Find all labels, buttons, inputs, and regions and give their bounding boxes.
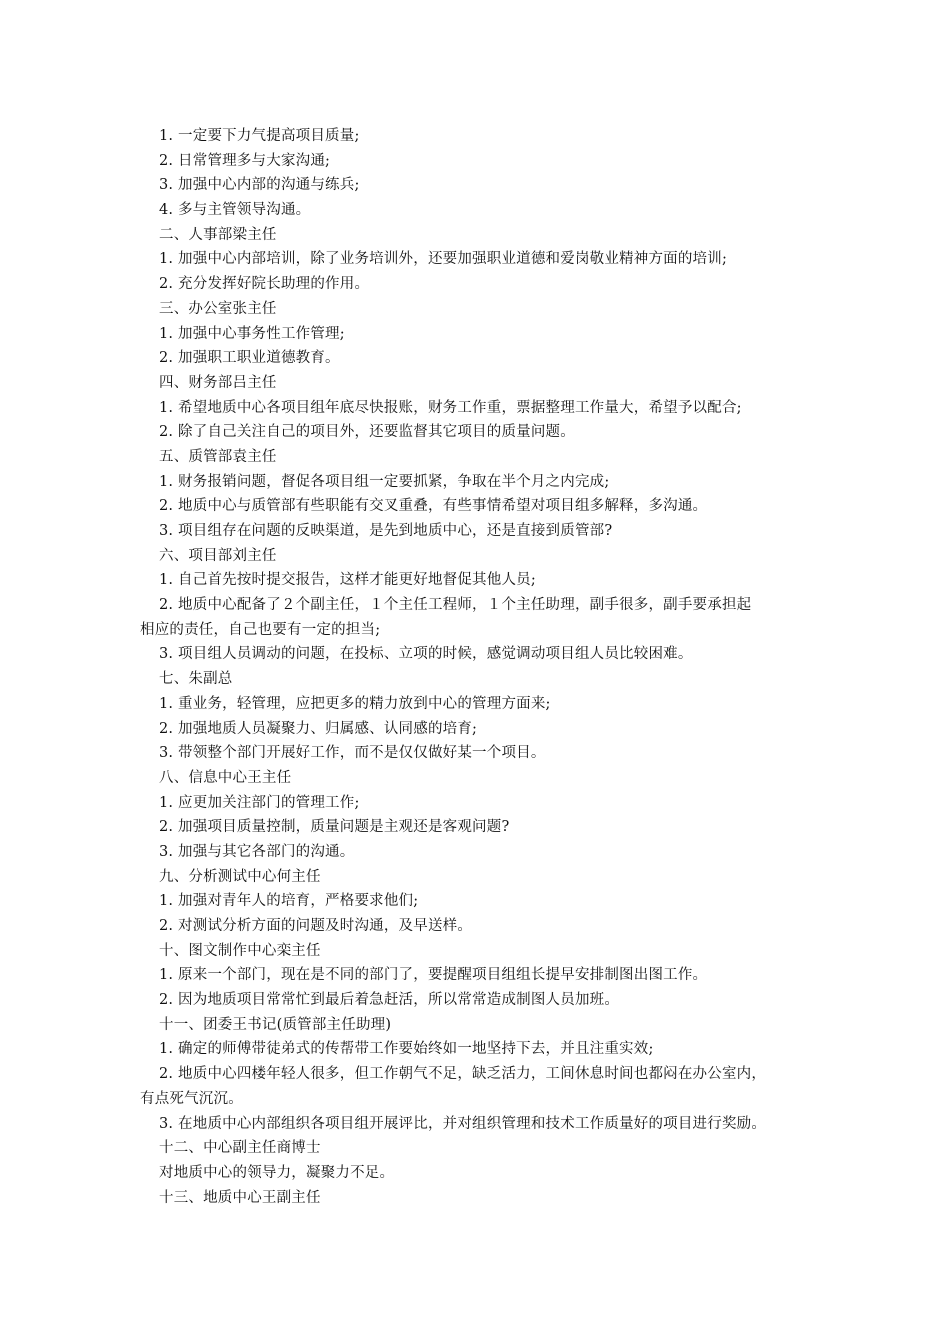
list-item: 1. 确定的师傅带徒弟式的传帮带工作要始终如一地坚持下去，并且注重实效; <box>159 1041 654 1058</box>
list-item: 2. 因为地质项目常常忙到最后着急赶活，所以常常造成制图人员加班。 <box>159 992 620 1009</box>
list-item: 1. 加强中心内部培训，除了业务培训外，还要加强职业道德和爱岗敬业精神方面的培训; <box>159 251 728 268</box>
list-item: 2. 充分发挥好院长助理的作用。 <box>159 276 370 293</box>
list-item-continuation: 相应的责任，自己也要有一定的担当; <box>140 621 381 638</box>
list-item: 3. 加强与其它各部门的沟通。 <box>159 843 355 860</box>
section-heading: 十三、地质中心王副主任 <box>159 1189 321 1206</box>
list-item: 2. 加强地质人员凝聚力、归属感、认同感的培育; <box>159 720 478 737</box>
section-heading: 九、分析测试中心何主任 <box>159 868 321 885</box>
document-body <box>140 124 830 1210</box>
list-item: 2. 地质中心配备了２个副主任，１个主任工程师，１个主任助理，副手很多，副手要承担起 <box>159 597 752 614</box>
list-item: 3. 带领整个部门开展好工作，而不是仅仅做好某一个项目。 <box>159 745 546 762</box>
section-heading: 六、项目部刘主任 <box>159 547 277 564</box>
list-item: 1. 加强对青年人的培育，严格要求他们; <box>159 893 419 910</box>
list-item-continuation: 有点死气沉沉。 <box>140 1090 243 1107</box>
section-heading: 十二、中心副主任商博士 <box>159 1140 321 1157</box>
section-heading: 五、质管部袁主任 <box>159 448 277 465</box>
list-item: 1. 自己首先按时提交报告，这样才能更好地督促其他人员; <box>159 572 536 589</box>
section-heading: 八、信息中心王主任 <box>159 769 292 786</box>
list-item: 3. 加强中心内部的沟通与练兵; <box>159 177 360 194</box>
section-heading: 二、人事部梁主任 <box>159 226 277 243</box>
list-item: 2. 除了自己关注自己的项目外，还要监督其它项目的质量问题。 <box>159 424 575 441</box>
list-item: 1. 原来一个部门，现在是不同的部门了，要提醒项目组组长提早安排制图出图工作。 <box>159 967 708 984</box>
list-item: 2. 对测试分析方面的问题及时沟通，及早送样。 <box>159 918 473 934</box>
section-heading: 十一、团委王书记(质管部主任助理) <box>159 1016 392 1033</box>
section-heading: 四、财务部吕主任 <box>159 374 277 391</box>
list-item: 4. 多与主管领导沟通。 <box>159 202 311 219</box>
list-item: 1. 财务报销问题，督促各项目组一定要抓紧，争取在半个月之内完成; <box>159 473 610 490</box>
list-item: 1. 重业务，轻管理，应把更多的精力放到中心的管理方面来; <box>159 695 551 712</box>
section-heading: 十、图文制作中心栾主任 <box>159 942 321 959</box>
list-item: 1. 一定要下力气提高项目质量; <box>159 128 360 144</box>
list-item: 1. 应更加关注部门的管理工作; <box>159 794 360 811</box>
list-item: 2. 地质中心与质管部有些职能有交叉重叠，有些事情希望对项目组多解释，多沟通。 <box>159 498 708 515</box>
section-heading: 三、办公室张主任 <box>159 300 277 317</box>
list-item: 3. 项目组存在问题的反映渠道，是先到地质中心，还是直接到质管部? <box>159 523 613 539</box>
paragraph: 对地质中心的领导力，凝聚力不足。 <box>159 1164 395 1181</box>
list-item: 1. 加强中心事务性工作管理; <box>159 325 345 342</box>
list-item: 2. 加强职工职业道德教育。 <box>159 350 340 367</box>
section-heading: 七、朱副总 <box>159 671 233 688</box>
list-item: 1. 希望地质中心各项目组年底尽快报账，财务工作重，票据整理工作量大，希望予以配合; <box>159 399 742 416</box>
list-item: 2. 地质中心四楼年轻人很多，但工作朝气不足，缺乏活力，工间休息时间也都闷在办公室内， <box>159 1066 767 1083</box>
list-item: 2. 日常管理多与大家沟通; <box>159 152 331 169</box>
list-item: 2. 加强项目质量控制，质量问题是主观还是客观问题? <box>159 819 510 836</box>
list-item: 3. 项目组人员调动的问题，在投标、立项的时候，感觉调动项目组人员比较困难。 <box>159 646 693 663</box>
list-item: 3. 在地质中心内部组织各项目组开展评比，并对组织管理和技术工作质量好的项目进行奖励。 <box>159 1115 767 1132</box>
